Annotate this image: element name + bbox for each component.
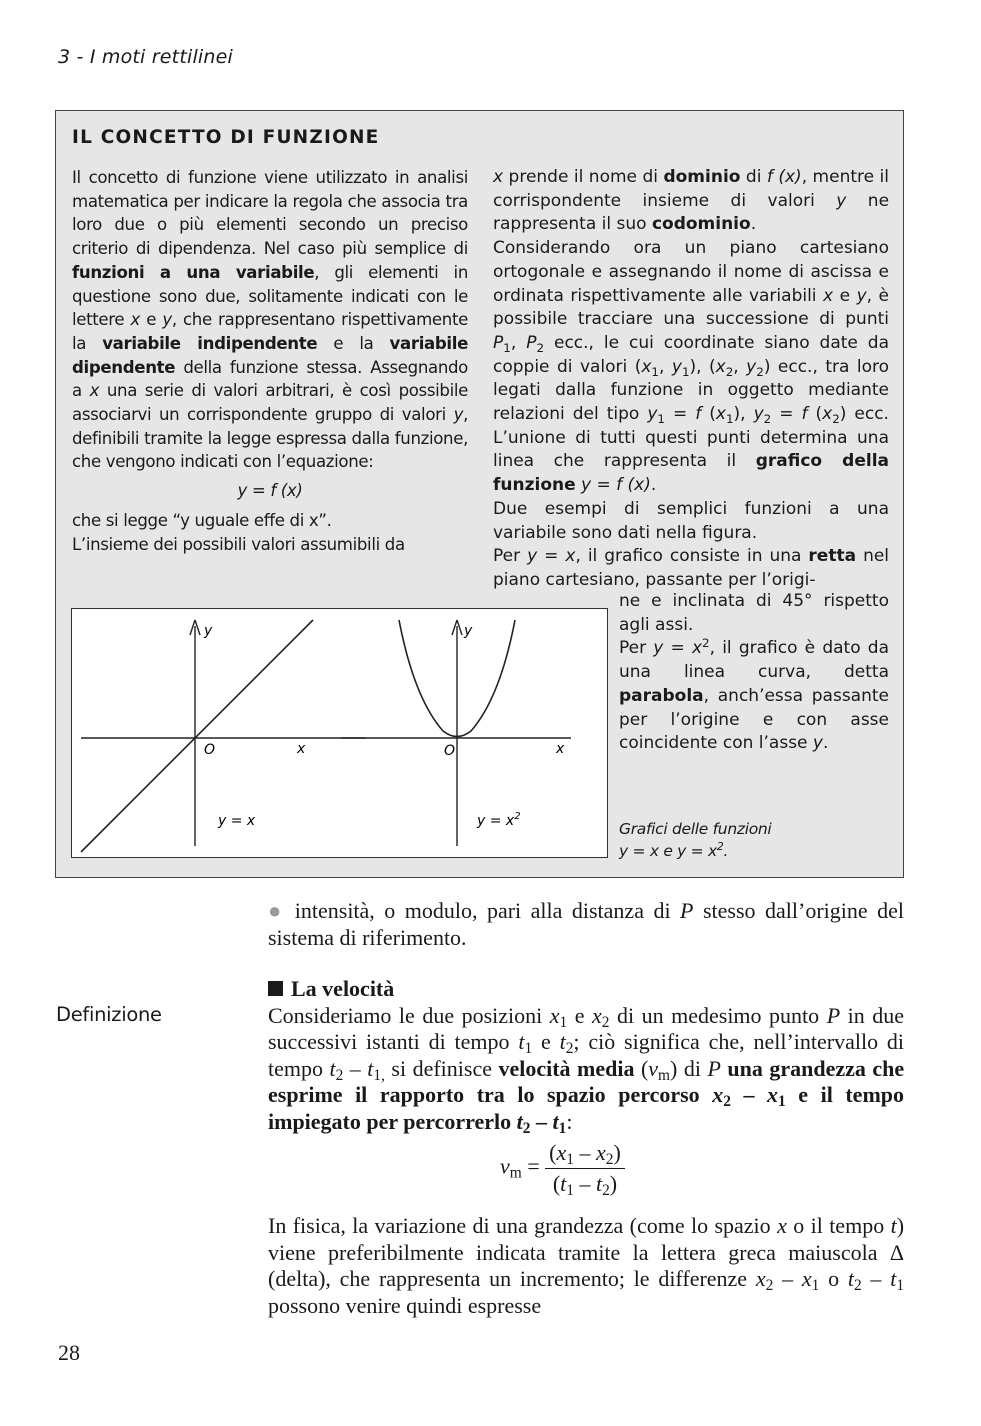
bullet-paragraph: ● intensità, o modulo, pari alla distanza di P stesso dall’origine del sistema di riferimento. — [268, 898, 905, 950]
box-right-column: x prende il nome di dominio di f (x), mentre il corrispondente insieme di valori y ne rappresenta il suo codominio. Considerando ora un piano cartesiano ortogonale e assegnando il nome di ascissa e ordinata rispettivamente alle variabili x e y, è possibile tracciare una successione di punti $P_1$, $P_2$ ecc., le cui coordinate siano date da coppie di valori ($x_1$, $y_1$), ($x_2$, $y_2$) ecc., tra loro legati dalla funzione in oggetto mediante relazioni del tipo $y_1 = f$ $(x_1)$, $y_2 = f$ $(x_2)$ ecc. L’unione di tutti questi punti determina una linea che rappresenta il grafico della funzione y = f (x). Due esempi di semplici funzioni a una variabile sono dati nella figura. Per y = x, il grafico consiste in una retta nel piano cartesiano, passante per l’origi- — [493, 167, 890, 590]
box-title: IL CONCETTO DI FUNZIONE — [72, 127, 380, 148]
equation-label-right: $y = x^2$ — [477, 811, 521, 829]
x-label-right: x — [556, 741, 565, 757]
function-equation: y = f (x) — [237, 481, 303, 501]
running-header: 3 - I moti rettilinei — [58, 46, 234, 68]
velocity-formula: $v_m$ = $\frac{(x_1 - x_2)}{(t_1 - t_2)}$ — [500, 1140, 625, 1197]
origin-label-right: O — [444, 743, 456, 759]
y-label-left: y — [204, 623, 213, 639]
section-heading: La velocità — [268, 976, 904, 1003]
equation-label-left: y = x — [218, 813, 256, 829]
graph-frame — [72, 609, 608, 858]
box-left-column: Il concetto di funzione viene utilizzato in analisi matematica per indicare la regola che associa tra loro due o più elementi secondo un preciso criterio di dipendenza. Nel caso più semplice di funzioni a una variabile, gli elementi in questione sono due, solitamente indicati con le lettere x e y, che rappresentano rispettivamente la variabile indipendente e la variabile dipendente della funzione stessa. Assegnando a x una serie di valori arbitrari, è così possibile associarvi un corrispondente gruppo di valori y, definibili tramite la legge espressa dalla funzione, che vengono indicati con l’equazione: y = f (x) che si legge “y uguale effe di x”. L’insieme dei possibili valori assumibili da — [72, 168, 468, 554]
figure-caption: Grafici delle funzioni y = x e $y = x^2$. — [619, 820, 772, 860]
x-label-left: x — [297, 741, 306, 757]
section-velocita: La velocità Consideriamo le due posizioni $x_1$ e $x_2$ di un medesimo punto P in due successivi istanti di tempo $t_1$ e $t_2$; ciò significa che, nell’intervallo di tempo $t_2 - t_{1,}$ si definisce velocità media $(v_m)$ di P una grandezza che esprime il rapporto tra lo spazio percorso $x_2 - x_1$ e il tempo impiegato per percorrerlo $t_2 - t_1$: — [268, 976, 905, 1137]
formula-denominator: $(t_1 - t_2)$ — [552, 1171, 618, 1199]
square-bullet-icon — [268, 981, 283, 996]
box-right-column-continued: ne e inclinata di 45° rispetto agli assi. Per $y = x^2$, il grafico è dato da una linea curva, detta parabola, anch’essa passante per l’origine e con asse coincidente con l’asse y. — [619, 591, 889, 754]
paragraph-delta: In fisica, la variazione di una grandezza (come lo spazio x o il tempo t) viene preferibilmente indicata tramite la lettera greca maiuscola Δ (delta), che rappresenta un incremento; le differenze $x_2 - x_1$ o $t_2 - t_1$ possono venire quindi espresse — [268, 1213, 905, 1318]
origin-label-left: O — [204, 742, 216, 758]
page-number: 28 — [58, 1340, 80, 1365]
margin-label-definizione: Definizione — [56, 1003, 162, 1026]
function-graphs-figure — [71, 608, 608, 858]
formula-numerator: $(x_1 - x_2)$ — [545, 1140, 625, 1169]
bullet-icon: ● — [268, 898, 286, 923]
y-label-right: y — [464, 623, 473, 639]
